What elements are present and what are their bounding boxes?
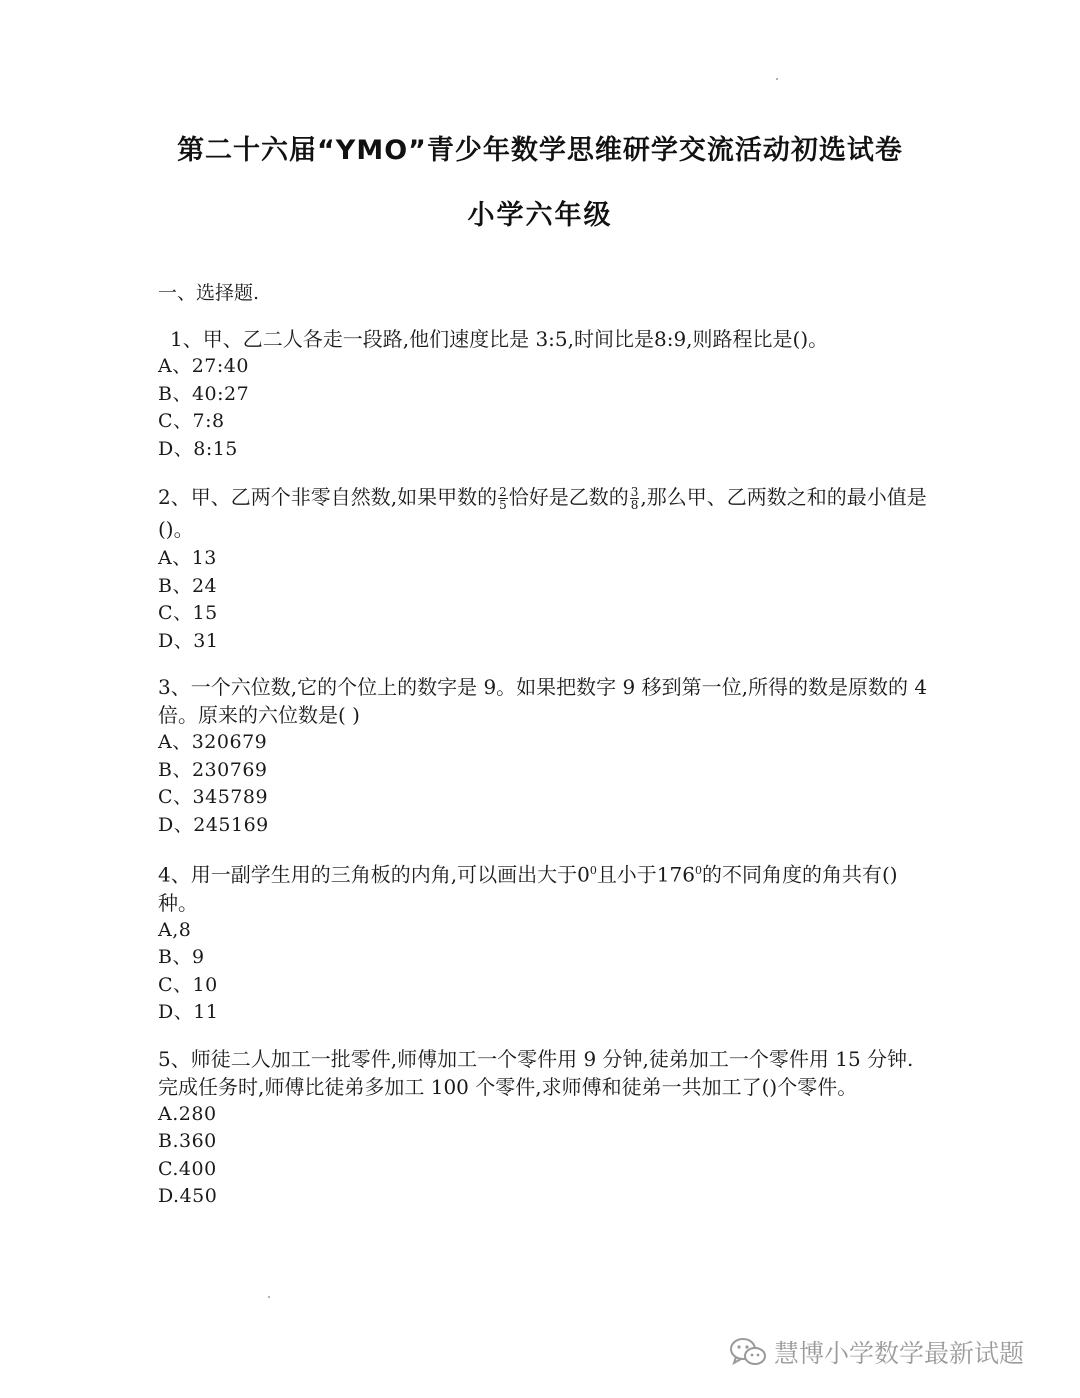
question-stem: 5、师徒二人加工一批零件,师傅加工一个零件用 9 分钟,徒弟加工一个零件用 15 分钟.完成任务时,师傅比徒弟多加工 100 个零件,求师傅和徒弟一共加工了()个零件。 bbox=[158, 1046, 914, 1099]
option-d: D.450 bbox=[158, 1185, 218, 1208]
option-d: D、245169 bbox=[158, 813, 269, 836]
option-a: A、13 bbox=[158, 547, 217, 569]
degree-superscript: 0 bbox=[589, 864, 597, 877]
question-2 bbox=[158, 481, 928, 655]
option-c: C、345789 bbox=[158, 786, 269, 808]
stem-part: 2、甲、乙两个非零自然数,如果甲数的 bbox=[158, 485, 498, 509]
option-c: C、10 bbox=[158, 973, 218, 996]
option-d: D、11 bbox=[158, 1001, 219, 1024]
stem-part: ,那么甲、乙两数之和的最小值是()。 bbox=[158, 485, 927, 541]
scan-dot bbox=[776, 78, 778, 80]
question-4 bbox=[158, 857, 928, 1027]
stem-part: 4、用一副学生用的三角板的内角,可以画出大于0 bbox=[158, 862, 590, 887]
degree-superscript: 0 bbox=[695, 864, 702, 877]
question-1 bbox=[158, 325, 928, 463]
fraction-three-eighths bbox=[630, 486, 640, 511]
question-5 bbox=[158, 1045, 928, 1211]
question-stem: 1、甲、乙二人各走一段路,他们速度比是 3:5,时间比是8:9,则路程比是()。 bbox=[170, 327, 829, 351]
watermark bbox=[728, 1334, 1024, 1370]
option-c: C.400 bbox=[158, 1157, 217, 1180]
option-d: D、8:15 bbox=[158, 437, 238, 460]
option-a: A.280 bbox=[158, 1102, 217, 1125]
section-heading: 一、选择题. bbox=[158, 282, 260, 304]
fraction-numerator: 3 bbox=[630, 485, 639, 499]
option-b: B、9 bbox=[158, 946, 205, 969]
option-c: C、7:8 bbox=[158, 410, 225, 432]
exam-title: 第二十六届“YMO”青少年数学思维研学交流活动初选试卷 bbox=[177, 135, 903, 166]
option-b: B、40:27 bbox=[158, 382, 250, 405]
option-b: B、24 bbox=[158, 574, 218, 597]
fraction-denominator: 5 bbox=[499, 498, 507, 512]
question-stem: 3、一个六位数,它的个位上的数字是 9。如果把数字 9 移到第一位,所得的数是原数的 4 倍。原来的六位数是( ) bbox=[158, 675, 928, 727]
watermark-text: 慧博小学数学最新试题 bbox=[774, 1339, 1025, 1368]
option-a: A、27:40 bbox=[158, 355, 249, 377]
wechat-icon bbox=[728, 1336, 768, 1368]
stem-part: 且小于176 bbox=[596, 862, 695, 887]
stem-part: 的不同角度的角共有()种。 bbox=[158, 862, 898, 915]
fraction-two-fifths bbox=[498, 486, 508, 511]
question-3 bbox=[158, 673, 928, 839]
fraction-denominator: 8 bbox=[630, 498, 639, 512]
grade-subtitle: 小学六年级 bbox=[467, 200, 613, 231]
question-list bbox=[158, 325, 928, 1229]
option-d: D、31 bbox=[158, 629, 219, 652]
option-b: B.360 bbox=[158, 1130, 217, 1153]
option-b: B、230769 bbox=[158, 758, 268, 781]
option-c: C、15 bbox=[158, 602, 218, 624]
option-a: A,8 bbox=[158, 918, 192, 941]
stem-part: 恰好是乙数的 bbox=[508, 485, 629, 509]
fraction-numerator: 2 bbox=[499, 485, 507, 499]
question-stem bbox=[158, 857, 928, 917]
scan-dot bbox=[268, 1296, 270, 1298]
option-a: A、320679 bbox=[158, 731, 268, 753]
question-stem bbox=[158, 481, 928, 545]
